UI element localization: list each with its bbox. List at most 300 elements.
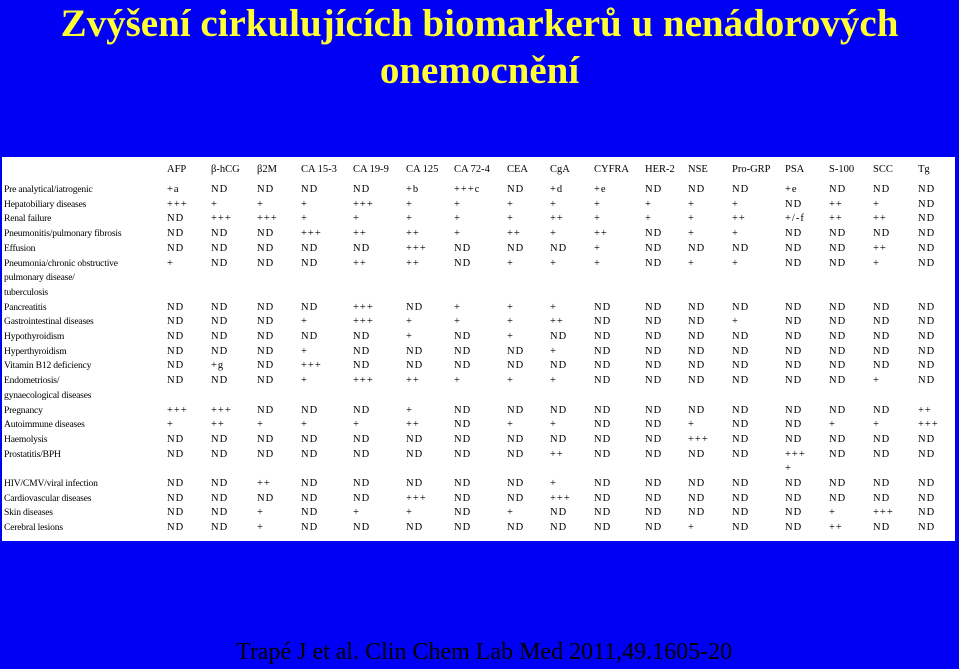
table-row xyxy=(2,448,955,463)
table-cell: ND xyxy=(167,448,185,460)
table-cell: ND xyxy=(507,242,525,254)
table-cell: + xyxy=(594,257,601,269)
table-cell: ND xyxy=(211,301,229,313)
table-cell: ND xyxy=(507,492,525,504)
table-cell: ND xyxy=(167,301,185,313)
table-cell: + xyxy=(550,375,557,387)
slide-title-line-1: Zvýšení cirkulujících biomarkerů u nenádorových xyxy=(60,2,899,45)
row-label: Endometriosis/ xyxy=(4,375,60,387)
table-row xyxy=(2,462,955,477)
table-cell: ND xyxy=(594,375,612,387)
table-cell: +b xyxy=(406,184,420,195)
table-cell xyxy=(167,286,211,301)
header-empty-cell xyxy=(2,157,167,183)
table-cell: ND xyxy=(873,404,891,416)
table-cell: ND xyxy=(594,492,612,504)
table-cell xyxy=(211,462,257,477)
table-cell xyxy=(785,271,829,286)
table-cell xyxy=(406,271,454,286)
table-cell xyxy=(257,462,301,477)
table-cell xyxy=(454,271,507,286)
table-cell xyxy=(829,271,873,286)
row-label: Cerebral lesions xyxy=(4,522,63,534)
table-row xyxy=(2,374,955,389)
column-header: CA 19-9 xyxy=(353,164,389,175)
table-cell: ND xyxy=(454,478,472,490)
table-cell: ND xyxy=(211,448,229,460)
table-cell: + xyxy=(688,257,695,269)
table-cell: ND xyxy=(873,331,891,343)
table-cell: ND xyxy=(688,316,706,328)
table-cell: + xyxy=(454,228,461,240)
table-cell: + xyxy=(550,478,557,490)
table-cell: ND xyxy=(785,522,803,534)
table-cell: ND xyxy=(550,522,568,534)
table-cell: +++ xyxy=(688,433,709,445)
table-cell: + xyxy=(594,242,601,254)
table-cell: ND xyxy=(918,242,936,254)
table-cell: + xyxy=(454,375,461,387)
table-cell: ND xyxy=(167,213,185,225)
table-cell xyxy=(550,271,594,286)
table-cell: ND xyxy=(454,433,472,445)
table-cell xyxy=(645,271,688,286)
table-cell: ND xyxy=(167,331,185,343)
table-cell: ND xyxy=(918,522,936,534)
table-cell: ND xyxy=(918,301,936,313)
table-cell: ND xyxy=(211,184,229,195)
table-cell xyxy=(873,389,918,404)
table-row xyxy=(2,227,955,242)
table-cell: ND xyxy=(829,301,847,313)
table-cell: ++ xyxy=(829,522,843,534)
table-cell: ND xyxy=(829,360,847,372)
table-cell: + xyxy=(829,507,836,519)
table-cell: ND xyxy=(211,375,229,387)
table-cell: ++ xyxy=(873,242,887,254)
table-cell: ND xyxy=(594,448,612,460)
table-cell: ND xyxy=(645,448,663,460)
table-cell: +++ xyxy=(918,419,939,431)
table-cell: ND xyxy=(211,257,229,269)
table-row xyxy=(2,418,955,433)
table-cell xyxy=(732,462,785,477)
table-cell: ND xyxy=(918,507,936,519)
table-cell: ND xyxy=(454,257,472,269)
table-cell: ND xyxy=(167,228,185,240)
table-cell: +++ xyxy=(353,375,374,387)
table-cell: + xyxy=(550,345,557,357)
column-header: HER-2 xyxy=(645,164,675,175)
row-label: Pneumonia/chronic obstructive xyxy=(4,257,118,269)
column-header: CEA xyxy=(507,164,528,175)
table-cell: ND xyxy=(301,404,319,416)
table-cell: ND xyxy=(257,331,275,343)
table-cell: ++ xyxy=(918,404,932,416)
table-cell: +++ xyxy=(167,404,188,416)
table-cell xyxy=(918,389,955,404)
table-cell: ND xyxy=(918,360,936,372)
table-cell xyxy=(550,389,594,404)
table-cell: ND xyxy=(257,448,275,460)
table-cell: ND xyxy=(257,345,275,357)
table-cell: ND xyxy=(550,507,568,519)
column-header: CgA xyxy=(550,164,570,175)
table-cell xyxy=(688,286,732,301)
table-cell: ND xyxy=(785,492,803,504)
table-row xyxy=(2,286,955,301)
table-cell: ND xyxy=(353,404,371,416)
table-cell: ND xyxy=(301,184,319,195)
table-cell: ND xyxy=(594,404,612,416)
table-cell: ND xyxy=(454,360,472,372)
table-cell: + xyxy=(301,213,308,225)
table-cell: + xyxy=(406,404,413,416)
table-cell: + xyxy=(507,213,514,225)
table-cell: ++ xyxy=(507,228,521,240)
table-cell xyxy=(211,271,257,286)
table-cell: ND xyxy=(918,198,936,210)
table-cell: ND xyxy=(873,228,891,240)
table-cell: ++ xyxy=(550,316,564,328)
column-header: CA 72-4 xyxy=(454,164,490,175)
table-row xyxy=(2,183,955,198)
table-cell: ND xyxy=(353,492,371,504)
table-cell: ND xyxy=(873,360,891,372)
table-cell: ++ xyxy=(257,478,271,490)
table-cell: ND xyxy=(353,331,371,343)
table-cell: ND xyxy=(785,242,803,254)
table-cell xyxy=(257,271,301,286)
table-cell xyxy=(301,389,353,404)
table-cell: ND xyxy=(257,257,275,269)
table-cell: ND xyxy=(406,522,424,534)
column-header: β-hCG xyxy=(211,164,240,175)
table-cell: + xyxy=(167,419,174,431)
table-cell xyxy=(167,462,211,477)
table-cell: ND xyxy=(211,433,229,445)
table-cell: ++ xyxy=(211,419,225,431)
table-cell: ND xyxy=(873,448,891,460)
table-cell: ++ xyxy=(406,375,420,387)
table-cell: ND xyxy=(167,507,185,519)
table-row xyxy=(2,301,955,316)
table-cell: + xyxy=(594,198,601,210)
table-cell xyxy=(918,286,955,301)
table-cell: ND xyxy=(918,478,936,490)
table-cell: ND xyxy=(873,478,891,490)
table-cell xyxy=(645,389,688,404)
table-cell: ND xyxy=(594,331,612,343)
table-cell: ND xyxy=(732,507,750,519)
table-cell: ND xyxy=(829,448,847,460)
table-cell: + xyxy=(873,257,880,269)
table-cell: + xyxy=(732,257,739,269)
table-cell: ND xyxy=(594,522,612,534)
table-cell xyxy=(873,286,918,301)
table-cell: ND xyxy=(454,242,472,254)
table-cell xyxy=(507,462,550,477)
table-cell: ++ xyxy=(406,419,420,431)
slide-title xyxy=(0,0,959,94)
table-cell: ND xyxy=(732,301,750,313)
table-cell xyxy=(301,286,353,301)
table-cell: ND xyxy=(594,360,612,372)
table-cell: +e xyxy=(594,184,607,195)
table-cell: ND xyxy=(645,345,663,357)
table-cell: ND xyxy=(211,242,229,254)
table-cell: ND xyxy=(688,404,706,416)
table-cell: +++ xyxy=(353,301,374,313)
row-label: Pre analytical/iatrogenic xyxy=(4,184,93,195)
biomarker-table-panel xyxy=(2,157,955,541)
table-cell: +g xyxy=(211,360,225,372)
table-cell: +++ xyxy=(873,507,894,519)
table-cell: ND xyxy=(829,257,847,269)
table-cell: ND xyxy=(550,331,568,343)
table-cell: +++ xyxy=(550,492,571,504)
table-cell: +e xyxy=(785,184,798,195)
table-cell: ND xyxy=(406,301,424,313)
row-label: Pancreatitis xyxy=(4,301,47,313)
table-cell: ND xyxy=(829,375,847,387)
table-cell: ++ xyxy=(594,228,608,240)
table-cell: ND xyxy=(167,345,185,357)
row-label: Hepatobiliary diseases xyxy=(4,198,87,210)
table-cell xyxy=(918,462,955,477)
table-cell xyxy=(454,389,507,404)
table-cell xyxy=(732,271,785,286)
table-cell: ND xyxy=(688,507,706,519)
table-cell: ND xyxy=(645,316,663,328)
table-cell: ND xyxy=(785,419,803,431)
table-cell: + xyxy=(688,419,695,431)
table-cell: ND xyxy=(167,375,185,387)
table-cell: ND xyxy=(167,242,185,254)
column-header: Tg xyxy=(918,164,930,175)
row-label: Effusion xyxy=(4,242,36,254)
table-cell: ND xyxy=(829,345,847,357)
table-cell: ND xyxy=(550,433,568,445)
table-cell: ND xyxy=(454,404,472,416)
row-label: Hypothyroidism xyxy=(4,331,65,343)
citation: Trapé J et al. Clin Chem Lab Med 2011,49.1605-20 xyxy=(236,639,733,665)
table-cell: ND xyxy=(645,242,663,254)
table-cell: ++ xyxy=(550,213,564,225)
table-cell: + xyxy=(301,345,308,357)
table-header-row xyxy=(2,157,955,183)
table-cell: ND xyxy=(594,316,612,328)
table-cell: ND xyxy=(732,433,750,445)
table-cell: ND xyxy=(918,228,936,240)
table-cell: ND xyxy=(688,301,706,313)
table-cell: ND xyxy=(257,228,275,240)
table-cell: ND xyxy=(645,404,663,416)
table-cell xyxy=(301,462,353,477)
table-cell: ND xyxy=(301,257,319,269)
table-cell: ND xyxy=(301,242,319,254)
table-cell: ND xyxy=(301,433,319,445)
table-cell: + xyxy=(688,228,695,240)
table-row xyxy=(2,242,955,257)
table-cell: ND xyxy=(353,345,371,357)
table-cell: + xyxy=(688,522,695,534)
table-row xyxy=(2,212,955,227)
table-cell: ND xyxy=(301,492,319,504)
table-cell: + xyxy=(454,316,461,328)
table-cell: ND xyxy=(873,522,891,534)
table-cell: ND xyxy=(257,242,275,254)
table-cell: + xyxy=(406,213,413,225)
table-cell xyxy=(211,389,257,404)
table-cell: ND xyxy=(918,213,936,225)
table-cell: ++ xyxy=(406,257,420,269)
table-cell: ND xyxy=(645,492,663,504)
table-cell xyxy=(594,286,645,301)
table-cell: ND xyxy=(257,360,275,372)
table-cell: ND xyxy=(301,448,319,460)
table-cell: ND xyxy=(550,360,568,372)
table-cell: ND xyxy=(688,478,706,490)
table-row xyxy=(2,433,955,448)
row-label: Renal failure xyxy=(4,213,52,225)
table-cell: + xyxy=(507,507,514,519)
row-label: Pneumonitis/pulmonary fibrosis xyxy=(4,228,122,240)
table-cell: ND xyxy=(645,301,663,313)
row-label: Vitamin B12 deficiency xyxy=(4,360,92,372)
table-cell: ND xyxy=(785,228,803,240)
table-cell xyxy=(829,286,873,301)
table-cell: ND xyxy=(257,184,275,195)
table-cell: ND xyxy=(732,345,750,357)
table-cell: ND xyxy=(785,478,803,490)
table-cell: ND xyxy=(353,184,371,195)
table-cell: +++c xyxy=(454,184,481,195)
table-cell: ND xyxy=(454,345,472,357)
table-cell: +++ xyxy=(167,198,188,210)
table-cell: ND xyxy=(167,492,185,504)
table-cell: +++ xyxy=(211,404,232,416)
table-cell: ND xyxy=(688,375,706,387)
table-cell xyxy=(829,389,873,404)
table-cell: +++ xyxy=(301,360,322,372)
table-cell xyxy=(645,286,688,301)
table-cell xyxy=(167,389,211,404)
table-cell: ND xyxy=(645,375,663,387)
table-cell: ND xyxy=(732,478,750,490)
table-cell: ND xyxy=(918,316,936,328)
table-cell: ND xyxy=(645,257,663,269)
table-cell: ND xyxy=(454,522,472,534)
table-cell: ND xyxy=(301,331,319,343)
table-cell xyxy=(406,389,454,404)
table-cell: +++ xyxy=(785,448,806,460)
table-cell: + xyxy=(353,213,360,225)
table-cell: + xyxy=(353,507,360,519)
table-cell: ND xyxy=(211,507,229,519)
table-cell: + xyxy=(301,375,308,387)
table-cell: + xyxy=(507,257,514,269)
table-cell: + xyxy=(406,198,413,210)
table-cell: ND xyxy=(507,522,525,534)
table-cell: ND xyxy=(829,228,847,240)
table-cell: ND xyxy=(406,433,424,445)
column-header: NSE xyxy=(688,164,708,175)
table-cell: ND xyxy=(645,522,663,534)
table-cell: +++ xyxy=(353,198,374,210)
table-cell: ND xyxy=(645,360,663,372)
table-cell: ND xyxy=(353,433,371,445)
row-label: Autoimmune diseases xyxy=(4,419,85,431)
table-cell: ND xyxy=(454,507,472,519)
table-cell: ND xyxy=(507,433,525,445)
table-cell: ND xyxy=(211,228,229,240)
column-header: PSA xyxy=(785,164,805,175)
table-cell: ND xyxy=(594,345,612,357)
table-cell xyxy=(507,271,550,286)
table-cell: ND xyxy=(257,433,275,445)
table-cell: ND xyxy=(257,316,275,328)
slide-title-line-2: onemocnění xyxy=(379,49,580,92)
table-cell: + xyxy=(645,213,652,225)
table-row xyxy=(2,477,955,492)
table-cell: ND xyxy=(301,507,319,519)
table-cell: + xyxy=(406,331,413,343)
table-cell: ND xyxy=(688,492,706,504)
table-cell: ND xyxy=(918,375,936,387)
column-header: Pro-GRP xyxy=(732,164,771,175)
table-cell: ND xyxy=(257,404,275,416)
row-label: Pregnancy xyxy=(4,404,43,416)
table-cell: ND xyxy=(454,492,472,504)
table-cell: ND xyxy=(167,433,185,445)
table-cell: ++ xyxy=(353,228,367,240)
column-header: β2M xyxy=(257,164,277,175)
table-cell: ND xyxy=(507,478,525,490)
table-cell: ND xyxy=(732,522,750,534)
row-label xyxy=(2,462,167,477)
table-cell xyxy=(454,286,507,301)
table-cell: ND xyxy=(550,404,568,416)
table-body xyxy=(2,183,955,536)
table-cell xyxy=(167,271,211,286)
table-cell: ND xyxy=(688,184,706,195)
table-cell xyxy=(550,286,594,301)
table-cell: ND xyxy=(918,433,936,445)
table-cell xyxy=(353,389,406,404)
table-row xyxy=(2,257,955,272)
table-cell: + xyxy=(550,198,557,210)
table-row xyxy=(2,492,955,507)
table-cell: + xyxy=(167,257,174,269)
table-cell xyxy=(688,462,732,477)
table-cell: ND xyxy=(732,448,750,460)
table-cell: ND xyxy=(918,345,936,357)
table-cell: + xyxy=(829,419,836,431)
table-cell: + xyxy=(550,419,557,431)
table-cell xyxy=(406,286,454,301)
table-cell: ND xyxy=(454,448,472,460)
table-cell: ++ xyxy=(732,213,746,225)
table-cell: +++ xyxy=(406,492,427,504)
table-cell: ND xyxy=(873,316,891,328)
table-cell: ND xyxy=(507,345,525,357)
table-cell: ND xyxy=(257,301,275,313)
table-cell: ND xyxy=(688,360,706,372)
table-cell: + xyxy=(454,198,461,210)
table-cell xyxy=(873,462,918,477)
table-cell: ND xyxy=(785,433,803,445)
